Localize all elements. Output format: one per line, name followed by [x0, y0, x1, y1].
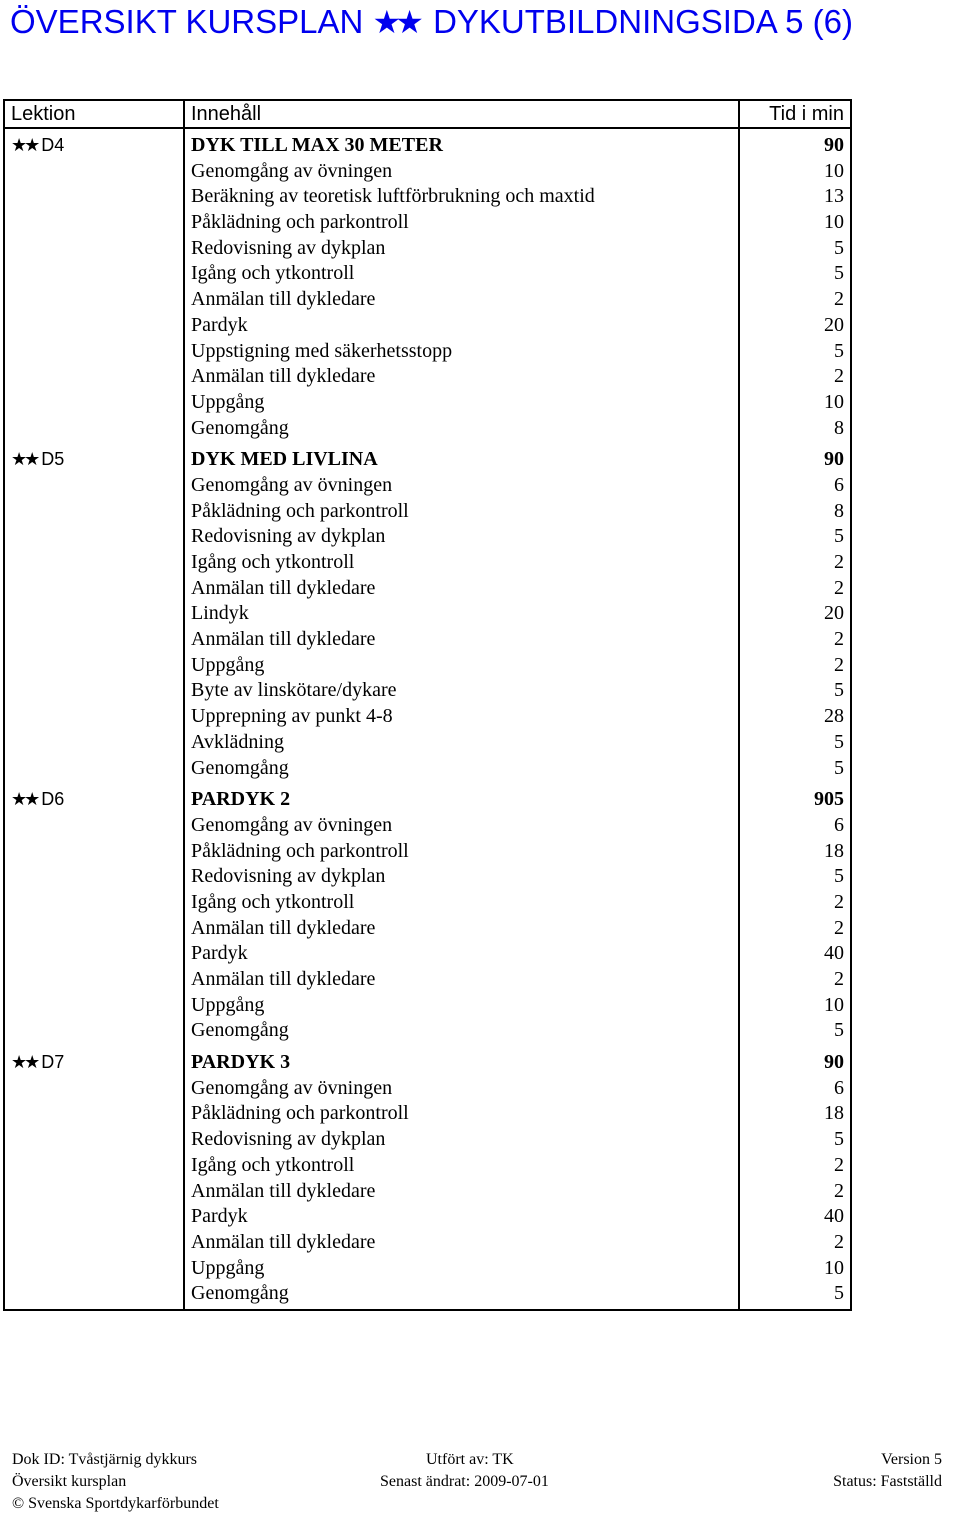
footer-doc-name: Översikt kursplan	[12, 1473, 127, 1490]
activity-text: Redovisning av dykplan	[191, 525, 386, 548]
activity-text: Pardyk	[191, 942, 248, 965]
table-row	[4, 1046, 851, 1310]
section-title: PARDYK 2	[191, 788, 291, 811]
lektion-code: D7	[41, 1052, 65, 1073]
activity-time: 5	[834, 865, 844, 888]
activity-time: 2	[834, 1153, 844, 1176]
activity-text: Igång och ytkontroll	[191, 890, 355, 913]
two-star-icon: ★★	[11, 135, 38, 156]
activity-time: 5	[834, 1282, 844, 1305]
two-star-icon: ★★	[11, 449, 38, 471]
table-header-row	[4, 100, 851, 128]
activity-time: 5	[834, 756, 844, 779]
activity-time: 10	[824, 159, 844, 182]
activity-text: Igång och ytkontroll	[191, 1153, 355, 1176]
activity-text: Redovisning av dykplan	[191, 865, 386, 888]
lektion-label	[11, 1046, 177, 1076]
lektion-cell	[4, 783, 184, 1046]
header-lektion: Lektion	[4, 100, 184, 128]
lektion-label	[11, 783, 177, 813]
activity-text: Genomgång	[191, 1282, 289, 1305]
activity-text: Genomgång	[191, 756, 289, 779]
activity-text: Påklädning och parkontroll	[191, 211, 409, 234]
activity-time: 40	[824, 942, 844, 965]
activity-text: Uppgång	[191, 390, 265, 413]
lektion-label	[11, 443, 177, 473]
tid-cell	[739, 783, 851, 1046]
activity-time: 6	[834, 813, 844, 836]
header-innehall: Innehåll	[184, 100, 739, 128]
activity-text: Anmälan till dykledare	[191, 365, 376, 388]
activity-time: 2	[834, 653, 844, 676]
activity-text: Byte av linskötare/dykare	[191, 679, 397, 702]
header-tid: Tid i min	[739, 100, 851, 128]
activity-time: 10	[824, 390, 844, 413]
section-total-time: 905	[814, 788, 844, 811]
activity-time: 2	[834, 288, 844, 311]
course-plan-table	[3, 99, 852, 1311]
activity-text: Avklädning	[191, 730, 284, 753]
activity-text: Anmälan till dykledare	[191, 1230, 376, 1253]
title-suffix: DYKUTBILDNINGSIDA 5 (6)	[433, 3, 853, 40]
activity-text: Anmälan till dykledare	[191, 968, 376, 990]
table-row	[4, 783, 851, 1046]
innehall-cell	[184, 1046, 739, 1310]
activity-text: Uppstigning med säkerhetsstopp	[191, 339, 453, 362]
lektion-label	[11, 129, 177, 159]
table-row	[4, 128, 851, 443]
footer-last-changed: Senast ändrat: 2009-07-01	[380, 1473, 549, 1490]
activity-text: Anmälan till dykledare	[191, 1179, 376, 1202]
activity-text: Igång och ytkontroll	[191, 551, 355, 573]
activity-time: 28	[824, 705, 844, 728]
activity-time: 2	[834, 968, 844, 990]
activity-text: Anmälan till dykledare	[191, 916, 376, 939]
activity-text: Påklädning och parkontroll	[191, 839, 409, 862]
activity-text: Uppgång	[191, 653, 265, 676]
title-prefix: ÖVERSIKT KURSPLAN	[10, 3, 364, 40]
activity-time: 10	[824, 1256, 844, 1279]
activity-time: 2	[834, 916, 844, 939]
tid-cell	[739, 1046, 851, 1310]
activity-text: Genomgång av övningen	[191, 159, 393, 182]
innehall-cell	[184, 443, 739, 783]
activity-time: 5	[834, 236, 844, 259]
activity-text: Genomgång av övningen	[191, 813, 393, 836]
activity-time: 18	[824, 839, 844, 862]
activity-time: 20	[824, 602, 844, 625]
lektion-cell	[4, 128, 184, 443]
activity-time: 6	[834, 1076, 844, 1099]
activity-text: Redovisning av dykplan	[191, 236, 386, 259]
activity-text: Genomgång	[191, 416, 289, 439]
activity-time: 40	[824, 1205, 844, 1228]
activity-time: 5	[834, 730, 844, 753]
activity-text: Pardyk	[191, 1205, 248, 1228]
section-title: DYK MED LIVLINA	[191, 448, 378, 471]
footer-doc-id: Dok ID: Tvåstjärnig dykkurs	[12, 1451, 198, 1468]
activity-time: 13	[824, 185, 844, 208]
activity-text: Anmälan till dykledare	[191, 628, 376, 651]
lektion-code: D6	[41, 789, 65, 810]
activity-text: Anmälan till dykledare	[191, 576, 376, 599]
activity-time: 2	[834, 1230, 844, 1253]
activity-time: 2	[834, 576, 844, 599]
section-total-time: 90	[824, 1051, 844, 1074]
activity-time: 6	[834, 473, 844, 496]
activity-text: Påklädning och parkontroll	[191, 499, 409, 522]
activity-text: Igång och ytkontroll	[191, 262, 355, 285]
activity-text: Redovisning av dykplan	[191, 1128, 386, 1151]
activity-time: 10	[824, 211, 844, 234]
activity-text: Genomgång av övningen	[191, 1076, 393, 1099]
two-star-icon: ★★	[11, 789, 38, 811]
table-row	[4, 443, 851, 783]
tid-cell	[739, 128, 851, 443]
activity-time: 2	[834, 1179, 844, 1202]
lektion-code: D4	[41, 135, 65, 155]
page-footer	[12, 1451, 942, 1517]
activity-time: 2	[834, 628, 844, 651]
title-stars-icon: ★★	[372, 3, 418, 41]
footer-copyright: © Svenska Sportdykarförbundet	[12, 1495, 219, 1512]
footer-status: Status: Fastställd	[833, 1473, 942, 1490]
tid-cell	[739, 443, 851, 783]
footer-performed-by: Utfört av: TK	[426, 1451, 514, 1468]
activity-text: Uppgång	[191, 1256, 265, 1279]
lektion-cell	[4, 1046, 184, 1310]
activity-text: Påklädning och parkontroll	[191, 1102, 409, 1125]
activity-time: 8	[834, 416, 844, 439]
activity-text: Upprepning av punkt 4-8	[191, 705, 393, 728]
activity-time: 5	[834, 679, 844, 702]
innehall-cell	[184, 128, 739, 443]
activity-time: 2	[834, 365, 844, 388]
section-total-time: 90	[824, 448, 844, 471]
activity-text: Anmälan till dykledare	[191, 288, 376, 311]
activity-time: 10	[824, 993, 844, 1016]
activity-time: 20	[824, 313, 844, 336]
footer-version: Version 5	[881, 1451, 942, 1468]
activity-time: 18	[824, 1102, 844, 1125]
activity-time: 5	[834, 262, 844, 285]
activity-time: 8	[834, 499, 844, 522]
activity-time: 5	[834, 339, 844, 362]
page-title	[10, 0, 853, 44]
section-title: DYK TILL MAX 30 METER	[191, 134, 443, 156]
section-title: PARDYK 3	[191, 1051, 291, 1074]
two-star-icon: ★★	[11, 1052, 38, 1074]
activity-text: Uppgång	[191, 993, 265, 1016]
section-total-time: 90	[824, 134, 844, 156]
lektion-cell	[4, 443, 184, 783]
activity-time: 2	[834, 551, 844, 573]
activity-time: 5	[834, 1019, 844, 1042]
activity-time: 2	[834, 890, 844, 913]
activity-text: Pardyk	[191, 313, 248, 336]
activity-time: 5	[834, 1128, 844, 1151]
activity-text: Genomgång av övningen	[191, 473, 393, 496]
innehall-cell	[184, 783, 739, 1046]
activity-text: Lindyk	[191, 602, 249, 625]
activity-text: Genomgång	[191, 1019, 289, 1042]
activity-time: 5	[834, 525, 844, 548]
lektion-code: D5	[41, 449, 65, 470]
activity-text: Beräkning av teoretisk luftförbrukning och maxtid	[191, 185, 595, 208]
